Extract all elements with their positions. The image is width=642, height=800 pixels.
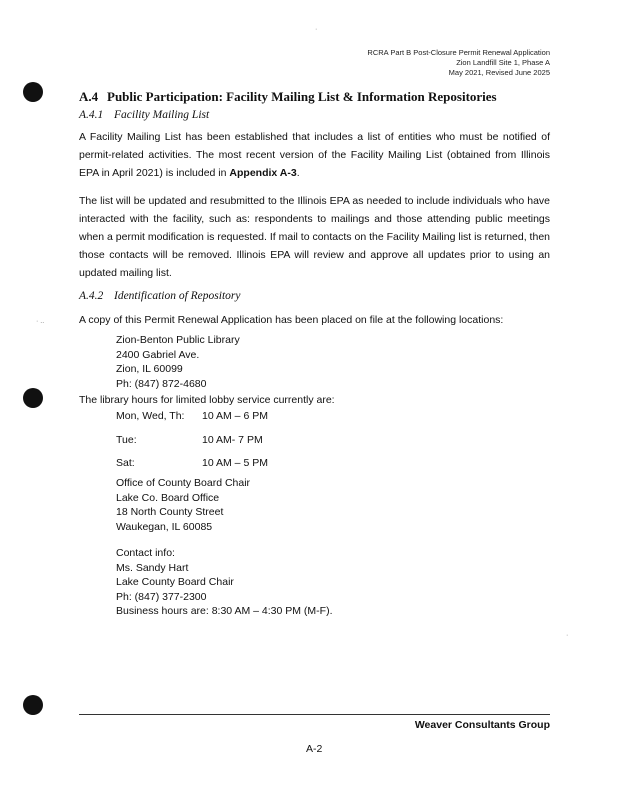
subsection-title: Identification of Repository	[114, 290, 241, 302]
subsection-title: Facility Mailing List	[114, 109, 210, 121]
contact-block	[116, 546, 333, 619]
paragraph-text: A Facility Mailing List has been established that includes a list of entities who must be notified of permit-related activities. The most recent version of the Facility Mailing List (obtained from Illinois EPA in April 2021) is included in	[79, 131, 550, 179]
list-update-paragraph: The list will be updated and resubmitted to the Illinois EPA as needed to include individuals who have interacted with the facility, such as: respondents to mailings and those attending public meetings when a permit modification is requested. If mail to contacts on the Facility Mailing list is returned, then those contacts will be removed. Illinois EPA will review and approve all updates prior to using an updated mailing list.	[79, 195, 550, 279]
county-address-block	[116, 476, 250, 534]
contact-name: Ms. Sandy Hart	[116, 561, 189, 574]
subsection-number: A.4.1	[79, 109, 104, 121]
contact-hours: Business hours are: 8:30 AM – 4:30 PM (M-F).	[116, 605, 333, 617]
county-street: 18 North County Street	[116, 506, 224, 518]
binder-hole-middle	[23, 388, 43, 408]
county-city: Waukegan, IL 60085	[116, 520, 213, 533]
contact-title: Lake County Board Chair	[116, 576, 234, 588]
footer-divider	[79, 714, 550, 715]
appendix-reference: Appendix A-3	[229, 167, 297, 179]
hours-row	[116, 434, 263, 446]
running-header	[367, 48, 550, 78]
paragraph-end: .	[296, 167, 300, 179]
section-number: A.4	[79, 89, 99, 104]
header-line-2: Zion Landfill Site 1, Phase A	[456, 58, 550, 67]
hours-row	[116, 410, 268, 422]
library-name: Zion-Benton Public Library	[116, 334, 240, 346]
hours-time: 10 AM- 7 PM	[202, 434, 263, 446]
hours-day: Sat:	[116, 457, 135, 469]
repository-intro-paragraph: A copy of this Permit Renewal Application has been placed on file at the following locations:	[79, 314, 504, 326]
header-line-3: May 2021, Revised June 2025	[448, 68, 550, 77]
county-board: Lake Co. Board Office	[116, 491, 220, 504]
scan-speck: ·	[566, 632, 569, 639]
scan-speck: · ..	[36, 318, 45, 325]
hours-time: 10 AM – 6 PM	[202, 410, 268, 422]
hours-row	[116, 457, 268, 469]
library-city: Zion, IL 60099	[116, 363, 183, 375]
subsection-heading-mailing-list	[79, 109, 209, 121]
hours-day: Mon, Wed, Th:	[116, 410, 185, 422]
hours-intro: The library hours for limited lobby service currently are:	[79, 394, 335, 406]
hours-day: Tue:	[116, 434, 137, 446]
page-number: A-2	[306, 743, 323, 755]
county-office: Office of County Board Chair	[116, 477, 251, 489]
contact-phone: Ph: (847) 377-2300	[116, 590, 207, 603]
library-address-block	[116, 333, 240, 391]
section-heading	[79, 89, 497, 105]
library-street: 2400 Gabriel Ave.	[116, 348, 200, 361]
binder-hole-top	[23, 82, 43, 102]
scan-speck: ·	[315, 26, 318, 33]
library-phone: Ph: (847) 872-4680	[116, 377, 207, 390]
mailing-list-paragraph	[79, 128, 550, 182]
hours-time: 10 AM – 5 PM	[202, 457, 268, 469]
subsection-heading-repository	[79, 290, 240, 302]
section-title: Public Participation: Facility Mailing List & Information Repositories	[107, 89, 497, 104]
contact-label: Contact info:	[116, 547, 175, 559]
binder-hole-bottom	[23, 695, 43, 715]
footer-company: Weaver Consultants Group	[414, 719, 550, 731]
header-line-1: RCRA Part B Post-Closure Permit Renewal Application	[367, 48, 550, 57]
subsection-number: A.4.2	[79, 290, 104, 302]
